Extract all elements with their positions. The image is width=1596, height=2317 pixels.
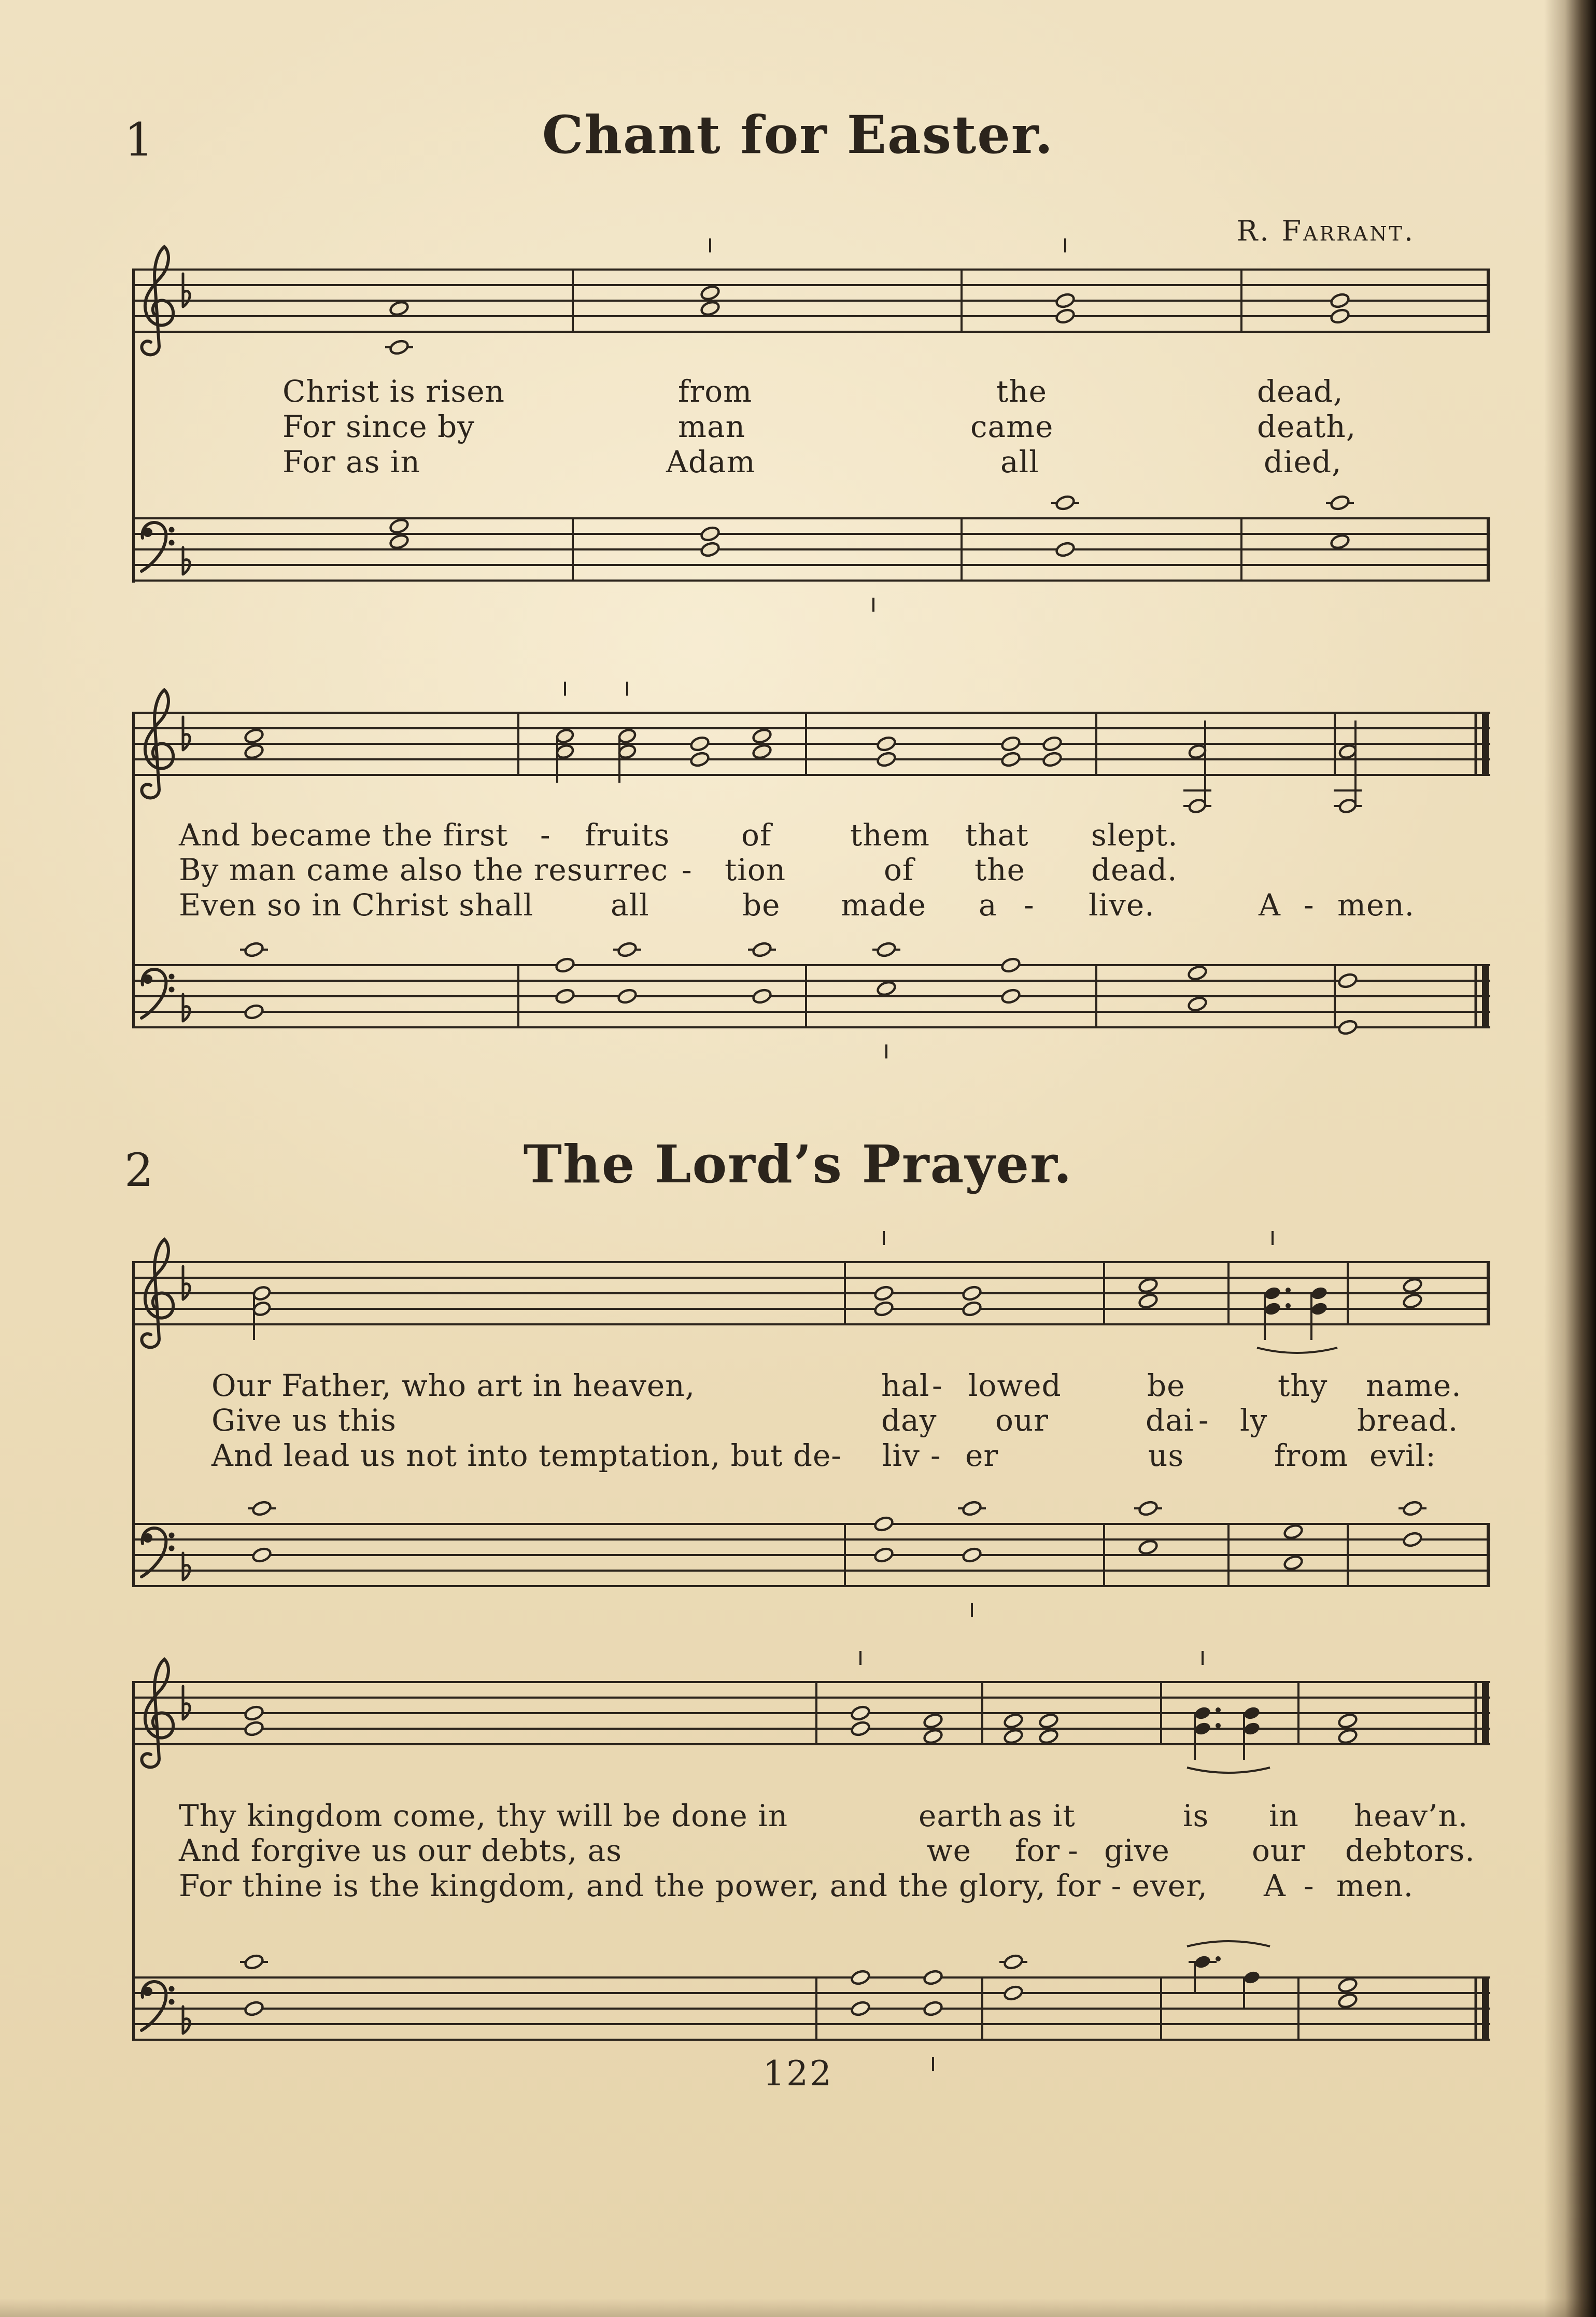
lyric-word: from [678, 374, 753, 409]
whole-note [923, 1713, 943, 1729]
flat-sign-icon [183, 994, 190, 1021]
whole-note [1337, 1019, 1358, 1036]
staff-system3-treble [132, 1216, 1490, 1383]
whole-note [617, 941, 637, 958]
whole-note [1000, 736, 1021, 752]
whole-note [251, 1500, 272, 1517]
page-edge-shadow [1544, 0, 1596, 2317]
piece1-number: 1 [124, 113, 153, 166]
quarter-note [1242, 1970, 1261, 1985]
lyric-word: our [995, 1403, 1049, 1438]
staff-system1-treble [132, 223, 1490, 391]
whole-note [244, 941, 264, 958]
half-note [618, 728, 637, 744]
lyric-word: earth [919, 1798, 1003, 1833]
whole-note [1003, 1713, 1023, 1729]
whole-note [244, 2000, 264, 2017]
quarter-note [1193, 1721, 1211, 1736]
lyric-word: slept. [1091, 817, 1178, 853]
lyric-word: death, [1257, 409, 1357, 444]
lyric-word: - [1304, 1868, 1315, 1903]
staff-svg [132, 1635, 1490, 1801]
whole-note [962, 1547, 982, 1563]
whole-note [1337, 972, 1358, 989]
page-bottom-shadow [0, 2298, 1596, 2317]
whole-note [1402, 1293, 1422, 1309]
final-barline [1482, 1976, 1489, 2041]
flat-sign-icon [183, 274, 190, 307]
whole-note [1000, 988, 1021, 1005]
whole-note [923, 1969, 943, 1986]
whole-note [1003, 1954, 1023, 1970]
lyric-word: from [1274, 1438, 1349, 1473]
lyric-word: And became the first [179, 817, 509, 853]
whole-note [617, 988, 637, 1005]
staff-system4-treble [132, 1635, 1490, 1803]
lyric-word: we [927, 1833, 971, 1868]
whole-note [555, 957, 575, 973]
lyric-word: - [1024, 887, 1035, 923]
whole-note [700, 300, 720, 317]
whole-note [1138, 1277, 1158, 1294]
lyric-word: them [850, 817, 930, 853]
staff-svg [132, 472, 1490, 638]
whole-note [1187, 965, 1207, 981]
staff-system2-treble [132, 666, 1490, 834]
whole-note [1138, 1293, 1158, 1309]
lyric-word: And lead us not into temptation, but de- [211, 1438, 842, 1473]
augmentation-dot [1216, 1956, 1221, 1961]
whole-note [389, 533, 409, 550]
whole-note [923, 2000, 943, 2017]
lyric-word: bread. [1357, 1403, 1459, 1438]
flat-sign-icon [183, 2007, 190, 2033]
lyric-word: men. [1337, 887, 1415, 923]
whole-note [1055, 292, 1075, 309]
whole-note [1283, 1555, 1303, 1571]
whole-note [244, 1720, 264, 1737]
lyric-word: Even so in Christ shall [179, 887, 533, 923]
lyric-word: of [884, 852, 914, 887]
lyric-word: And forgive us our debts, as [179, 1833, 622, 1868]
whole-note [752, 728, 772, 744]
lyric-word: is [1183, 1798, 1209, 1833]
lyric-word: in [1269, 1798, 1299, 1833]
whole-note [1055, 541, 1075, 558]
lyric-word: hal [881, 1368, 930, 1403]
lyric-word: live. [1089, 887, 1155, 923]
slur [1257, 1348, 1337, 1353]
whole-note [752, 988, 772, 1005]
whole-note [700, 526, 720, 542]
lyric-word: er [965, 1438, 999, 1473]
quarter-note [1242, 1705, 1261, 1721]
lyric-word: - [540, 817, 551, 853]
whole-note [1038, 1713, 1058, 1729]
lyric-word: - [932, 1368, 943, 1403]
staff-system2-bass [132, 919, 1490, 1086]
bass-clef-icon [142, 969, 175, 1018]
quarter-note [1263, 1285, 1281, 1301]
whole-note [389, 518, 409, 534]
whole-note [1402, 1277, 1422, 1294]
whole-note [1000, 751, 1021, 768]
whole-note [850, 1705, 870, 1721]
staff-system3-bass [132, 1477, 1490, 1645]
whole-note [1337, 1993, 1358, 2009]
whole-note [1138, 1539, 1158, 1556]
whole-note [1038, 1728, 1058, 1745]
lyric-word: For as in [283, 444, 420, 479]
lyric-word: of [741, 817, 772, 853]
bass-clef-icon [142, 1528, 175, 1577]
lyric-word: heav’n. [1354, 1798, 1468, 1833]
lyric-word: that [965, 817, 1029, 853]
quarter-note [1193, 1954, 1211, 1970]
lyric-row [0, 1869, 1596, 1906]
lyric-word: all [1000, 444, 1039, 479]
slur [1187, 1941, 1270, 1946]
whole-note [1330, 533, 1350, 550]
whole-note [1330, 495, 1350, 511]
lyric-word: liv [882, 1438, 920, 1473]
staff-svg [132, 1477, 1490, 1643]
half-note [1338, 798, 1358, 814]
whole-note [1337, 1977, 1358, 1994]
slur [1187, 1768, 1270, 1773]
lyric-row [0, 853, 1596, 890]
flat-sign-icon [183, 1266, 190, 1299]
whole-note [876, 736, 896, 752]
whole-note [555, 988, 575, 1005]
lyric-row [0, 409, 1596, 447]
half-note [1188, 743, 1207, 759]
whole-note [244, 1954, 264, 1970]
lyric-word: a [979, 887, 997, 923]
lyric-word: for [1015, 1833, 1061, 1868]
quarter-note [1193, 1705, 1211, 1721]
whole-note [251, 1547, 272, 1563]
bass-clef-icon [142, 522, 175, 571]
whole-note [850, 1720, 870, 1737]
lyric-word: name. [1366, 1368, 1462, 1403]
whole-note [1337, 1728, 1358, 1745]
whole-note [1003, 1728, 1023, 1745]
whole-note [1330, 292, 1350, 309]
lyric-word: - [1304, 887, 1315, 923]
lyric-word: give [1104, 1833, 1170, 1868]
whole-note [1187, 996, 1207, 1012]
whole-note [1402, 1531, 1422, 1548]
lyric-word: be [742, 887, 781, 923]
whole-note [962, 1285, 982, 1302]
augmentation-dot [1286, 1288, 1291, 1293]
whole-note [700, 285, 720, 301]
quarter-note [1263, 1301, 1281, 1317]
whole-note [689, 751, 710, 768]
half-note [556, 743, 575, 759]
whole-note [1402, 1500, 1422, 1517]
quarter-note [1310, 1285, 1328, 1301]
lyric-word: came [970, 409, 1054, 444]
lyric-word: as it [1008, 1798, 1076, 1833]
lyric-word: men. [1336, 1868, 1414, 1903]
whole-note [1055, 495, 1075, 511]
piece1-composer: R. Farrant. [1236, 215, 1415, 247]
page-number: 122 [763, 2054, 833, 2094]
lyric-word: - [1068, 1833, 1079, 1868]
whole-note [876, 941, 896, 958]
final-barline [1482, 964, 1489, 1028]
whole-note [962, 1500, 982, 1517]
lyric-word: died, [1264, 444, 1342, 479]
lyric-word: dai [1146, 1403, 1194, 1438]
quarter-note [1242, 1721, 1261, 1736]
lyric-row [0, 1438, 1596, 1476]
whole-note [389, 339, 409, 356]
whole-note [389, 300, 409, 317]
whole-note [244, 728, 264, 744]
staff-svg [132, 223, 1490, 389]
whole-note [850, 1969, 870, 1986]
lyric-word: man [678, 409, 745, 444]
whole-note [1003, 1985, 1023, 2001]
whole-note [752, 743, 772, 760]
lyric-word: debtors. [1345, 1833, 1475, 1868]
lyric-word: tion [725, 852, 786, 887]
flat-sign-icon [183, 717, 190, 750]
whole-note [1000, 957, 1021, 973]
lyric-word: the [996, 374, 1047, 409]
half-note [556, 728, 575, 744]
lyric-word: Christ is risen [283, 374, 505, 409]
whole-note [1283, 1523, 1303, 1540]
whole-note [244, 743, 264, 760]
final-barline [1482, 712, 1489, 776]
lyric-word: us [1148, 1438, 1184, 1473]
lyric-word: made [841, 887, 927, 923]
whole-note [244, 1004, 264, 1020]
lyric-row [0, 1799, 1596, 1836]
whole-note [873, 1301, 894, 1317]
augmentation-dot [1216, 1707, 1221, 1713]
whole-note [1042, 736, 1062, 752]
lyric-word: all [611, 887, 649, 923]
whole-note [1337, 1713, 1358, 1729]
lyric-word: Thy kingdom come, thy will be done in [179, 1798, 788, 1833]
whole-note [700, 541, 720, 558]
whole-note [873, 1285, 894, 1302]
lyric-word: - [930, 1438, 941, 1473]
lyric-word: fruits [585, 817, 670, 853]
lyric-word: dead. [1091, 852, 1178, 887]
lyric-word: For since by [283, 409, 475, 444]
lyric-word: be [1147, 1368, 1185, 1403]
flat-sign-icon [183, 1553, 190, 1580]
quarter-note [1310, 1301, 1328, 1317]
lyric-word: day [881, 1403, 937, 1438]
whole-note [244, 1705, 264, 1721]
flat-sign-icon [183, 1686, 190, 1719]
whole-note [1042, 751, 1062, 768]
whole-note [873, 1516, 894, 1532]
lyric-word: Adam [666, 444, 756, 479]
half-note [618, 743, 637, 759]
whole-note [876, 980, 896, 997]
lyric-word: A [1264, 1868, 1286, 1903]
lyric-word: A [1259, 887, 1281, 923]
piece2-title: The Lord’s Prayer. [523, 1134, 1073, 1195]
lyric-word: thy [1278, 1368, 1328, 1403]
lyric-word: - [1198, 1403, 1209, 1438]
staff-svg [132, 1216, 1490, 1381]
half-note [1188, 798, 1207, 814]
staff-svg [132, 919, 1490, 1084]
whole-note [1138, 1500, 1158, 1517]
lyric-word: dead, [1257, 374, 1344, 409]
lyric-word: - [682, 852, 693, 887]
half-note [252, 1285, 272, 1301]
whole-note [962, 1301, 982, 1317]
lyric-word: lowed [968, 1368, 1062, 1403]
piece2-number: 2 [124, 1143, 153, 1197]
half-note [1338, 743, 1358, 759]
whole-note [689, 736, 710, 752]
lyric-row [0, 1403, 1596, 1440]
lyric-word: our [1252, 1833, 1305, 1868]
whole-note [873, 1547, 894, 1563]
half-note [252, 1301, 272, 1317]
bass-clef-icon [142, 1982, 175, 2030]
whole-note [850, 2000, 870, 2017]
staff-svg [132, 666, 1490, 832]
lyric-word: ly [1240, 1403, 1268, 1438]
whole-note [876, 751, 896, 768]
final-barline [1482, 1681, 1489, 1745]
lyric-word: the [974, 852, 1025, 887]
whole-note [1330, 308, 1350, 324]
lyric-word: Our Father, who art in heaven, [211, 1368, 696, 1403]
lyric-word: Give us this [211, 1403, 397, 1438]
lyric-word: evil: [1369, 1438, 1436, 1473]
lyric-row [0, 1833, 1596, 1871]
piece1-title: Chant for Easter. [542, 104, 1054, 165]
augmentation-dot [1216, 1723, 1221, 1728]
whole-note [923, 1728, 943, 1745]
whole-note [752, 941, 772, 958]
lyric-word: By man came also the resurrec [179, 852, 669, 887]
flat-sign-icon [183, 547, 190, 574]
staff-system1-bass [132, 472, 1490, 640]
whole-note [1055, 308, 1075, 324]
augmentation-dot [1286, 1303, 1291, 1308]
lyric-word: For thine is the kingdom, and the power, and the glory, for - ever, [179, 1868, 1208, 1903]
